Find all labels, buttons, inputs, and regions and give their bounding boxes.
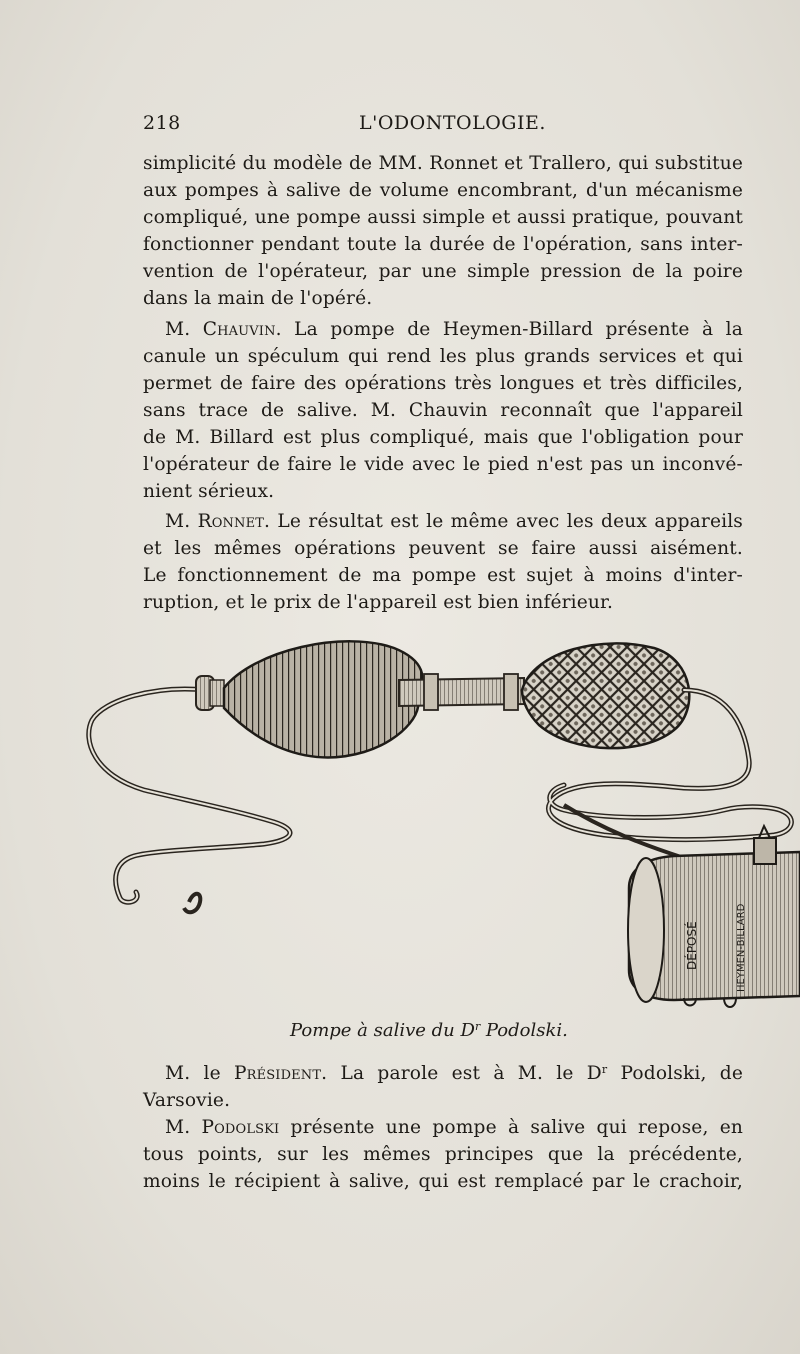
- saliva-container: [628, 826, 800, 1007]
- caption-text-end: Podolski.: [480, 1020, 568, 1041]
- speaker-prefix: M.: [165, 1117, 202, 1138]
- text-line: et les mêmes opérations peuvent se faire aussi aisément.: [143, 538, 743, 559]
- paragraph-3: [143, 508, 743, 616]
- running-title: L'ODONTOLOGIE.: [359, 112, 546, 134]
- container-label-depose: DÉPOSÉ: [685, 921, 699, 970]
- text-line: nient sérieux.: [143, 481, 275, 502]
- page-number: 218: [143, 112, 181, 134]
- speaker-name: Chauvin: [202, 319, 276, 340]
- text-line: moins le récipient à salive, qui est remplacé par le crachoir,: [143, 1171, 743, 1192]
- text-line: [143, 508, 743, 535]
- caption-text: Pompe à salive du D: [290, 1020, 475, 1041]
- speaker-prefix: M.: [165, 319, 203, 340]
- text-line: [143, 1056, 743, 1087]
- paragraph-5: [143, 1114, 743, 1195]
- text-line: permet de faire des opérations très longues et très difficiles,: [143, 373, 743, 394]
- speaker-prefix: M. le: [165, 1063, 234, 1084]
- netted-bulb: [522, 643, 689, 748]
- text-line: l'opérateur de faire le vide avec le pied n'est pas un inconvé-: [143, 454, 743, 475]
- text-fragment: . Le résultat est le même avec les deux appareils: [264, 511, 743, 532]
- caption-superscript: r: [474, 1020, 481, 1033]
- text-line: simplicité du modèle de MM. Ronnet et Trallero, qui substitue: [143, 153, 743, 174]
- text-line: sans trace de salive. M. Chauvin reconnaît que l'appareil: [143, 400, 743, 421]
- text-line: aux pompes à salive de volume encombrant, d'un mécanisme: [143, 180, 743, 201]
- paragraph-2: [143, 316, 743, 505]
- text-line: [143, 1114, 743, 1141]
- speaker-name: Président: [234, 1063, 322, 1084]
- superscript: r: [601, 1063, 608, 1076]
- text-line: vention de l'opérateur, par une simple pression de la poire: [143, 261, 743, 282]
- text-line: Le fonctionnement de ma pompe est sujet à moins d'inter-: [143, 565, 743, 586]
- text-fragment: présente une pompe à salive qui repose, en: [279, 1117, 743, 1138]
- text-line: Varsovie.: [143, 1090, 231, 1111]
- container-label-brand: HEYMEN-BILLARD: [736, 903, 747, 992]
- paragraph-1: [143, 150, 743, 312]
- text-line: compliqué, une pompe aussi simple et aussi pratique, pouvant: [143, 207, 743, 228]
- text-line: [143, 316, 743, 343]
- figure-caption: [290, 1020, 610, 1041]
- text-fragment: . La pompe de Heymen-Billard présente à la: [275, 319, 743, 340]
- text-fragment: . La parole est à M. le D: [321, 1063, 602, 1084]
- text-line: tous points, sur les mêmes principes que la précédente,: [143, 1144, 743, 1165]
- text-line: de M. Billard est plus compliqué, mais que l'obligation pour: [143, 427, 743, 448]
- hook-tip-icon: [184, 894, 200, 913]
- speaker-prefix: M.: [165, 511, 198, 532]
- paragraph-4: [143, 1056, 743, 1114]
- speaker-name: Podolski: [201, 1117, 280, 1138]
- text-line: dans la main de l'opéré.: [143, 288, 373, 309]
- text-line: ruption, et le prix de l'appareil est bien inférieur.: [143, 592, 614, 613]
- text-line: canule un spéculum qui rend les plus grands services et qui: [143, 346, 743, 367]
- running-header: [143, 112, 743, 142]
- ribbed-bulb: [224, 641, 422, 757]
- speaker-name: Ronnet: [197, 511, 265, 532]
- text-line: fonctionner pendant toute la durée de l'opération, sans inter-: [143, 234, 743, 255]
- saliva-pump-illustration: [84, 630, 800, 1010]
- text-fragment: Podolski, de: [607, 1063, 743, 1084]
